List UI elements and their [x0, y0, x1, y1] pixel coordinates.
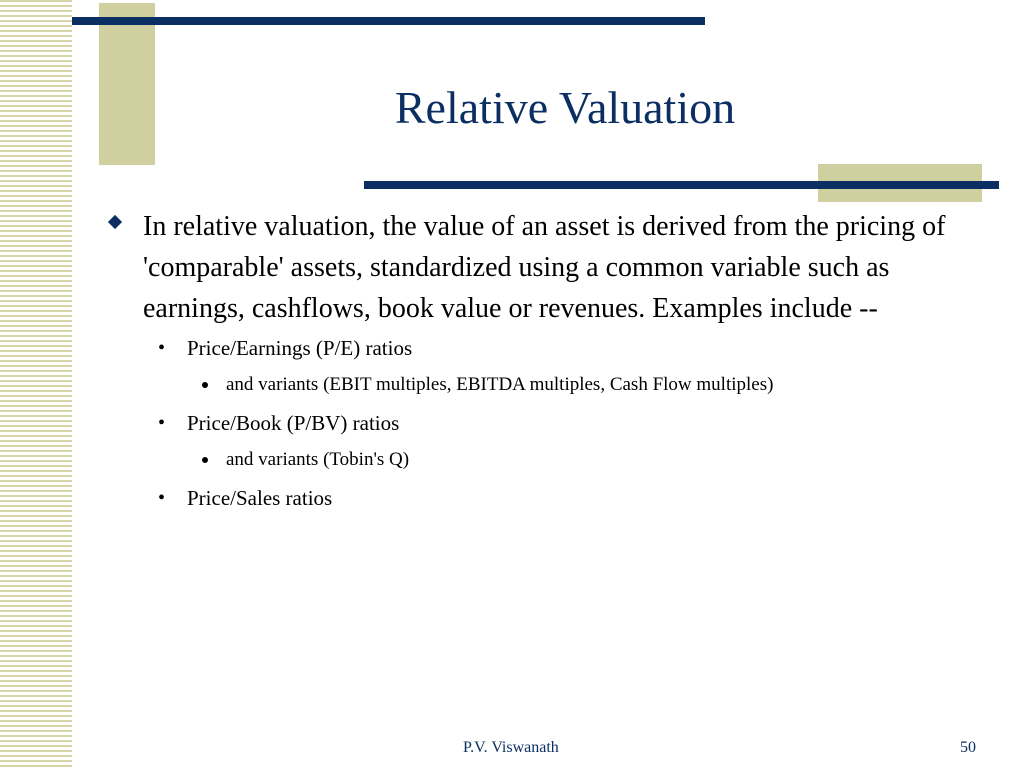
bullet-icon: • [158, 412, 166, 434]
diamond-bullet-icon [108, 215, 122, 229]
sub-bullet-pbv [105, 408, 985, 438]
main-bullet-text: In relative valuation, the value of an asset is derived from the pricing of 'comparable' assets, standardized using a common variable such as earnings, cashflows, book value or revenues. Examples include -- [143, 211, 946, 324]
bullet-icon: • [158, 337, 166, 359]
sub-sub-bullet-text: and variants (EBIT multiples, EBITDA multiples, Cash Flow multiples) [226, 374, 774, 395]
dot-bullet-icon [202, 457, 208, 463]
sub-bullet-text: Price/Sales ratios [187, 486, 333, 510]
sub-bullet-pe [105, 333, 985, 363]
sub-sub-bullet-pe-variants [105, 371, 985, 398]
dot-bullet-icon [202, 382, 208, 388]
slide-content [105, 206, 985, 521]
sub-bullet-text: Price/Earnings (P/E) ratios [187, 336, 413, 360]
decorative-line-top [72, 17, 705, 25]
footer-author: P.V. Viswanath [463, 739, 559, 756]
sub-sub-bullet-text: and variants (Tobin's Q) [226, 449, 410, 470]
slide-title: Relative Valuation [394, 82, 736, 133]
decorative-stripe-band [0, 0, 72, 768]
bullet-icon: • [158, 487, 166, 509]
sub-bullet-text: Price/Book (P/BV) ratios [187, 411, 400, 435]
decorative-line-bottom [364, 181, 999, 189]
main-bullet-item [105, 206, 985, 329]
decorative-block-top [99, 3, 155, 165]
sub-bullet-ps [105, 483, 985, 513]
page-number: 50 [960, 739, 976, 756]
sub-sub-bullet-pbv-variants [105, 446, 985, 473]
